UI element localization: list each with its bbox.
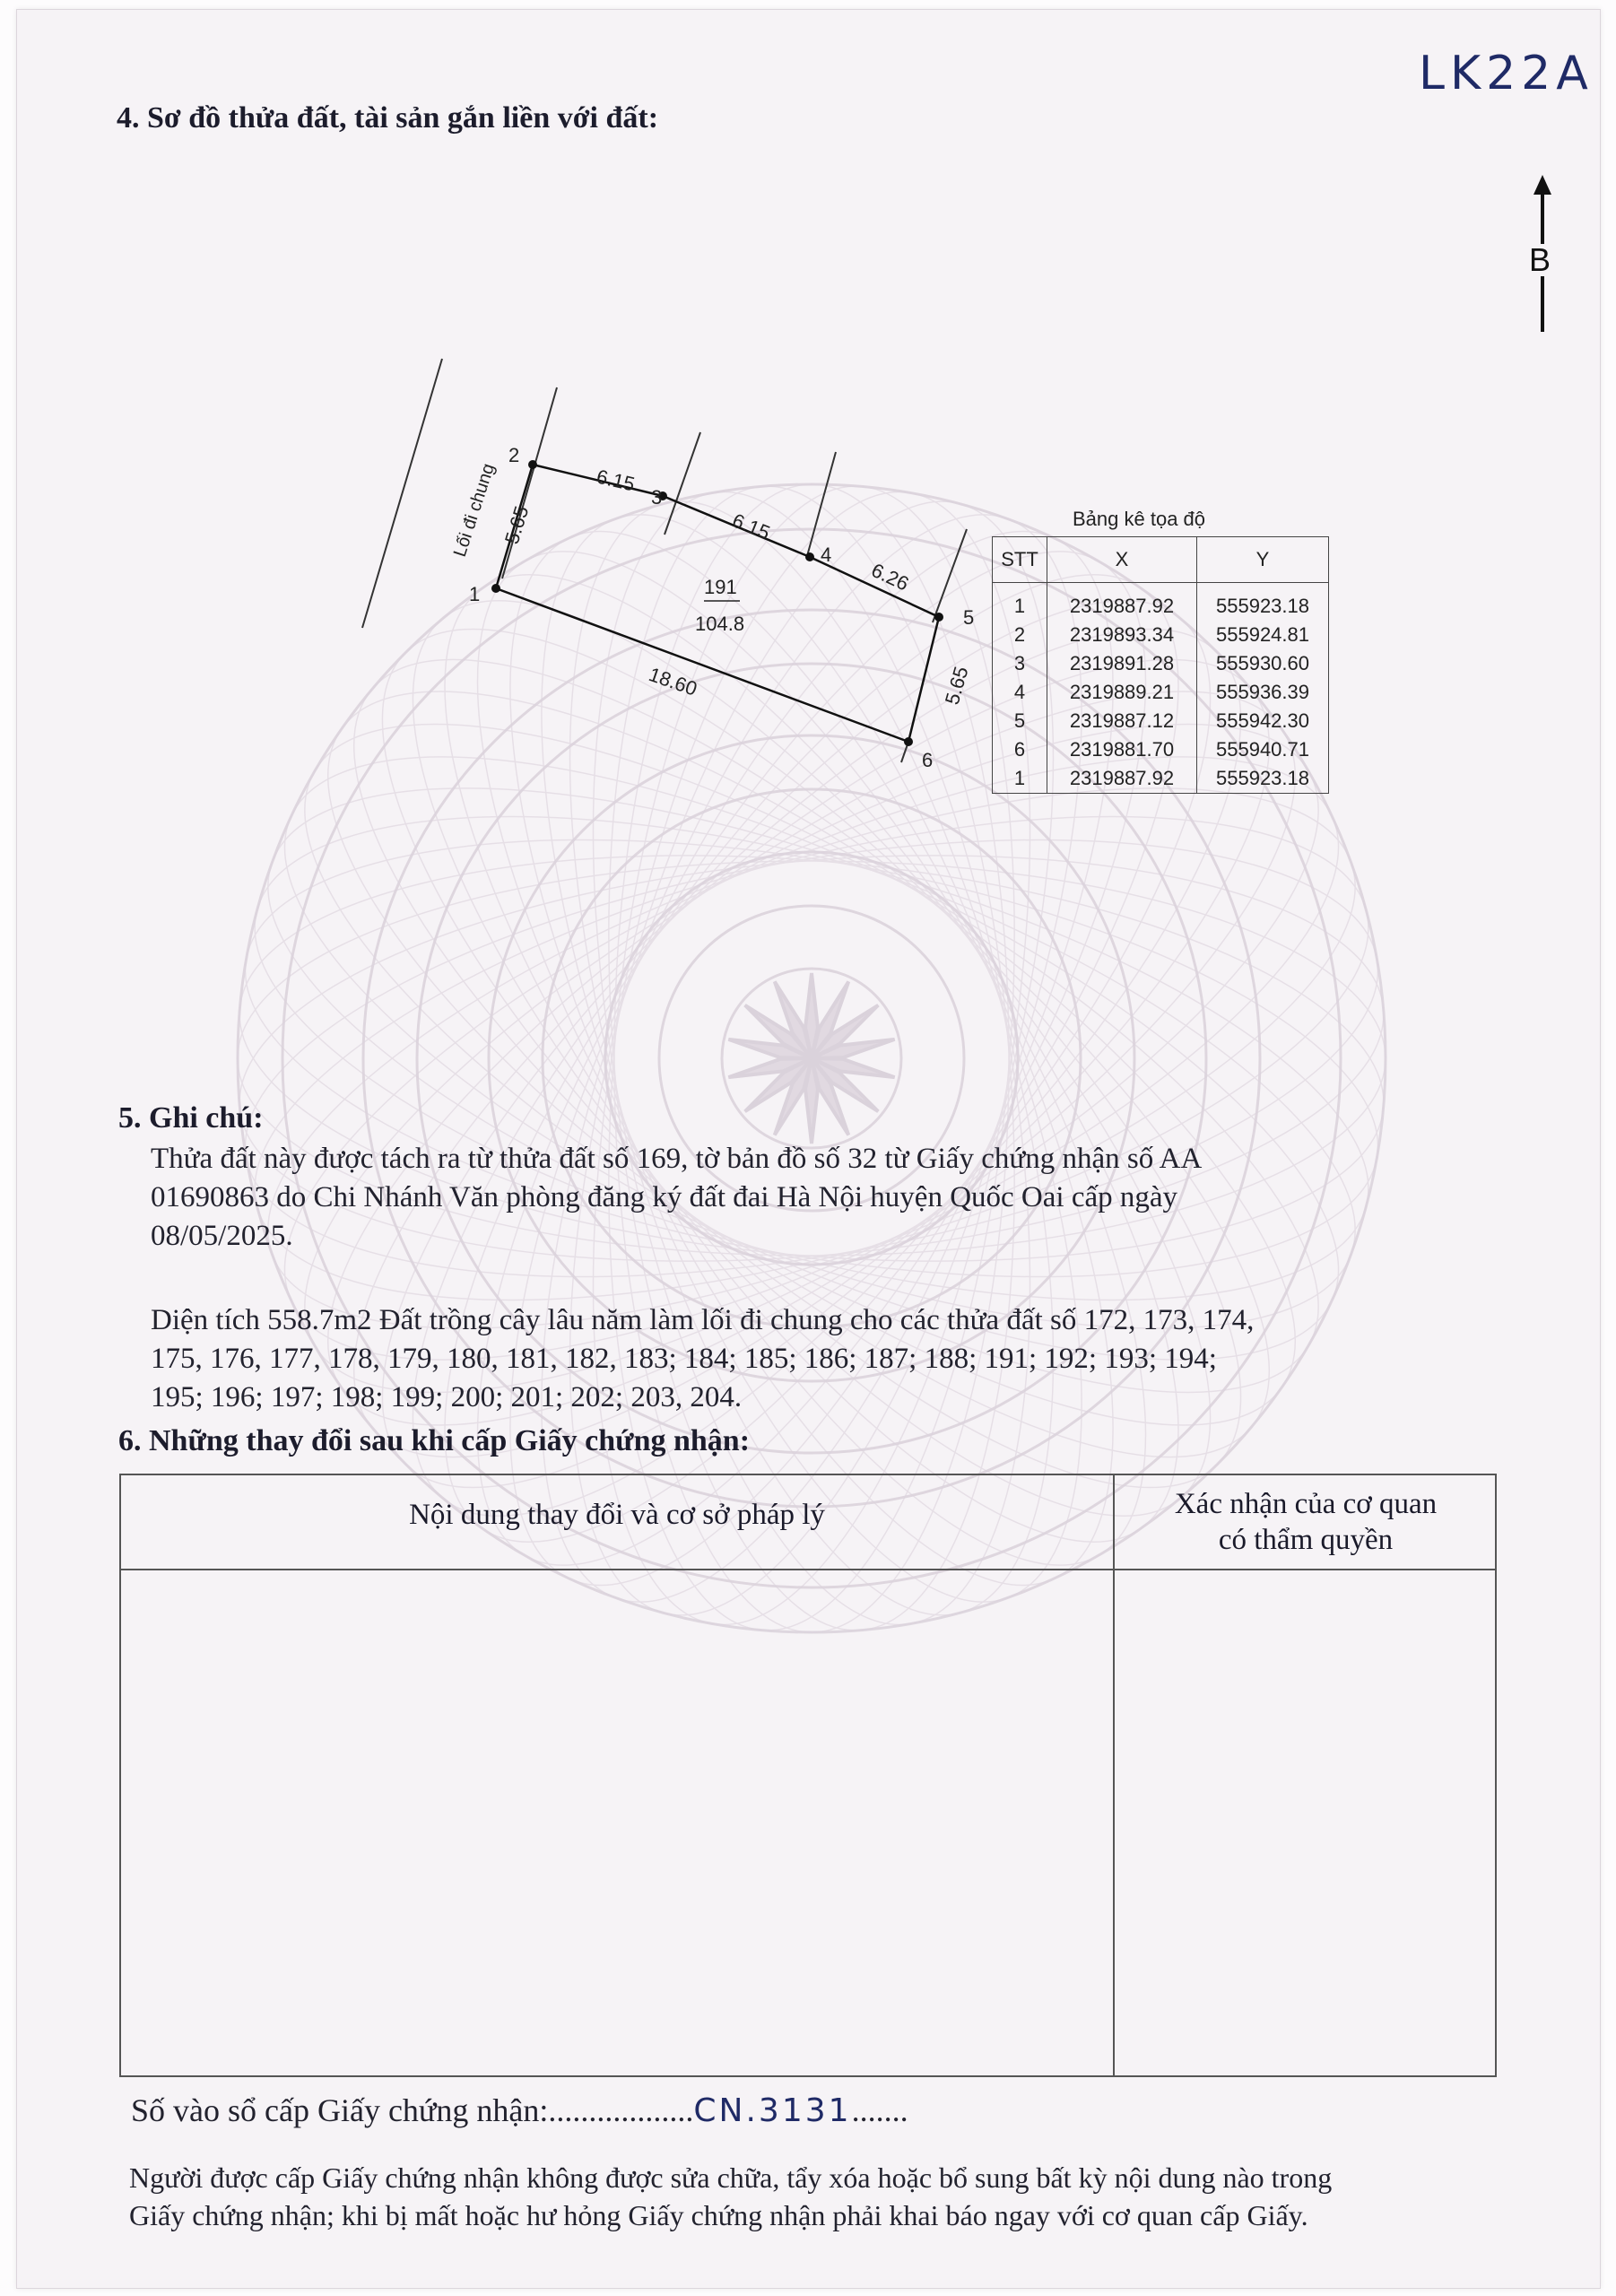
corner-code: LK22A: [1419, 47, 1594, 100]
edge-length-2-3: 6.15: [594, 465, 638, 496]
note-paragraph-1: [151, 1140, 1202, 1256]
changes-col-confirmation-header: Xác nhận của cơ quan có thẩm quyền: [1174, 1488, 1438, 1556]
vertex-label-1: 1: [469, 583, 481, 605]
note-line: 08/05/2025.: [151, 1220, 293, 1252]
coord-cell: 2: [993, 621, 1047, 649]
coord-cell: 2319881.70: [1047, 735, 1197, 764]
vertex-label-2: 2: [508, 444, 520, 466]
coord-header-cell: STT: [993, 537, 1047, 583]
coord-cell: 555924.81: [1197, 621, 1329, 649]
coord-cell: 555936.39: [1197, 678, 1329, 707]
coord-cell: 2319893.34: [1047, 621, 1197, 649]
notice-line: Giấy chứng nhận; khi bị mất hoặc hư hỏng Giấy chứng nhận phải khai báo ngay với cơ quan cấp Giấy.: [129, 2199, 1308, 2231]
table-row: [993, 649, 1329, 678]
register-number-line: [131, 2092, 908, 2129]
coord-cell: 2319891.28: [1047, 649, 1197, 678]
vertex-label-4: 4: [821, 544, 832, 566]
coord-header-cell: Y: [1197, 537, 1329, 583]
table-row: [993, 678, 1329, 707]
coord-cell: 5: [993, 707, 1047, 735]
section-5-title: 5. Ghi chú:: [118, 1101, 264, 1135]
note-line: 195; 196; 197; 198; 199; 200; 201; 202; 203, 204.: [151, 1381, 743, 1413]
note-line: 175, 176, 177, 178, 179, 180, 181, 182, 183; 184; 185; 186; 187; 188; 191; 192; 193; 194;: [151, 1343, 1217, 1375]
register-number: CN.3131: [693, 2092, 852, 2129]
register-dots: .......: [851, 2092, 908, 2128]
edge-length-6-1: 18.60: [646, 663, 700, 700]
coord-cell: 555923.18: [1197, 583, 1329, 622]
register-label: Số vào sổ cấp Giấy chứng nhận:: [131, 2092, 549, 2128]
vertex-label-3: 3: [651, 486, 663, 509]
coord-cell: 2319887.12: [1047, 707, 1197, 735]
vertex-label-6: 6: [922, 749, 934, 771]
section-6-title: 6. Những thay đổi sau khi cấp Giấy chứng nhận:: [118, 1424, 751, 1457]
vertex-label-5: 5: [963, 606, 975, 629]
road-boundary-west: [362, 359, 442, 628]
table-row: [993, 764, 1329, 794]
note-line: Thửa đất này được tách ra từ thửa đất số 169, tờ bản đồ số 32 từ Giấy chứng nhận số AA: [151, 1143, 1203, 1175]
vertex-5: [934, 613, 943, 622]
notice-line: Người được cấp Giấy chứng nhận không được sửa chữa, tẩy xóa hoặc bổ sung bất kỳ nội dung nào trong: [129, 2161, 1333, 2194]
vertex-1: [491, 584, 500, 593]
road-label: Lối đi chung: [449, 461, 500, 560]
note-paragraph-2: [151, 1301, 1254, 1417]
table-row: [993, 621, 1329, 649]
note-line: 01690863 do Chi Nhánh Văn phòng đăng ký đất đai Hà Nội huyện Quốc Oai cấp ngày: [151, 1181, 1178, 1213]
parcel-number: 191: [704, 576, 737, 598]
edge-length-5-6: 5.65: [940, 664, 973, 708]
parcel-area: 104.8: [695, 613, 745, 635]
footer-notice: [129, 2159, 1332, 2234]
coord-cell: 2319887.92: [1047, 583, 1197, 622]
vertex-4: [805, 552, 814, 561]
north-arrow-label: B: [1529, 241, 1551, 278]
edge-length-1-2: 5.65: [500, 503, 534, 547]
coord-cell: 2319889.21: [1047, 678, 1197, 707]
coordinate-table: [992, 536, 1329, 794]
coord-cell: 555942.30: [1197, 707, 1329, 735]
table-row: [993, 583, 1329, 622]
edge-length-3-4: 6.15: [729, 509, 774, 544]
coord-header-cell: X: [1047, 537, 1197, 583]
table-row: [993, 735, 1329, 764]
section-4-title: 4. Sơ đồ thửa đất, tài sản gắn liền với đất:: [117, 101, 659, 135]
coord-cell: 1: [993, 764, 1047, 794]
note-line: Diện tích 558.7m2 Đất trồng cây lâu năm làm lối đi chung cho các thửa đất số 172, 173, 174,: [151, 1304, 1255, 1336]
table-row: [993, 707, 1329, 735]
coord-cell: 1: [993, 583, 1047, 622]
register-dots: ..................: [548, 2092, 694, 2128]
coord-cell: 3: [993, 649, 1047, 678]
edge-length-4-5: 6.26: [867, 558, 913, 596]
neighbor-boundary: [807, 452, 836, 556]
coord-cell: 4: [993, 678, 1047, 707]
coord-cell: 555923.18: [1197, 764, 1329, 794]
coord-table-title: Bảng kê tọa độ: [1073, 508, 1206, 530]
vertex-2: [528, 460, 537, 469]
changes-table: [119, 1474, 1497, 2077]
neighbor-boundary: [933, 529, 967, 622]
parcel-191-boundary: [496, 465, 939, 742]
vertex-6: [904, 737, 913, 746]
coord-cell: 555930.60: [1197, 649, 1329, 678]
coord-cell: 2319887.92: [1047, 764, 1197, 794]
coord-cell: 6: [993, 735, 1047, 764]
road-boundary-east: [502, 387, 557, 578]
changes-col-content-header: Nội dung thay đổi và cơ sở pháp lý: [409, 1499, 825, 1531]
coord-cell: 555940.71: [1197, 735, 1329, 764]
neighbor-boundary: [665, 432, 700, 535]
